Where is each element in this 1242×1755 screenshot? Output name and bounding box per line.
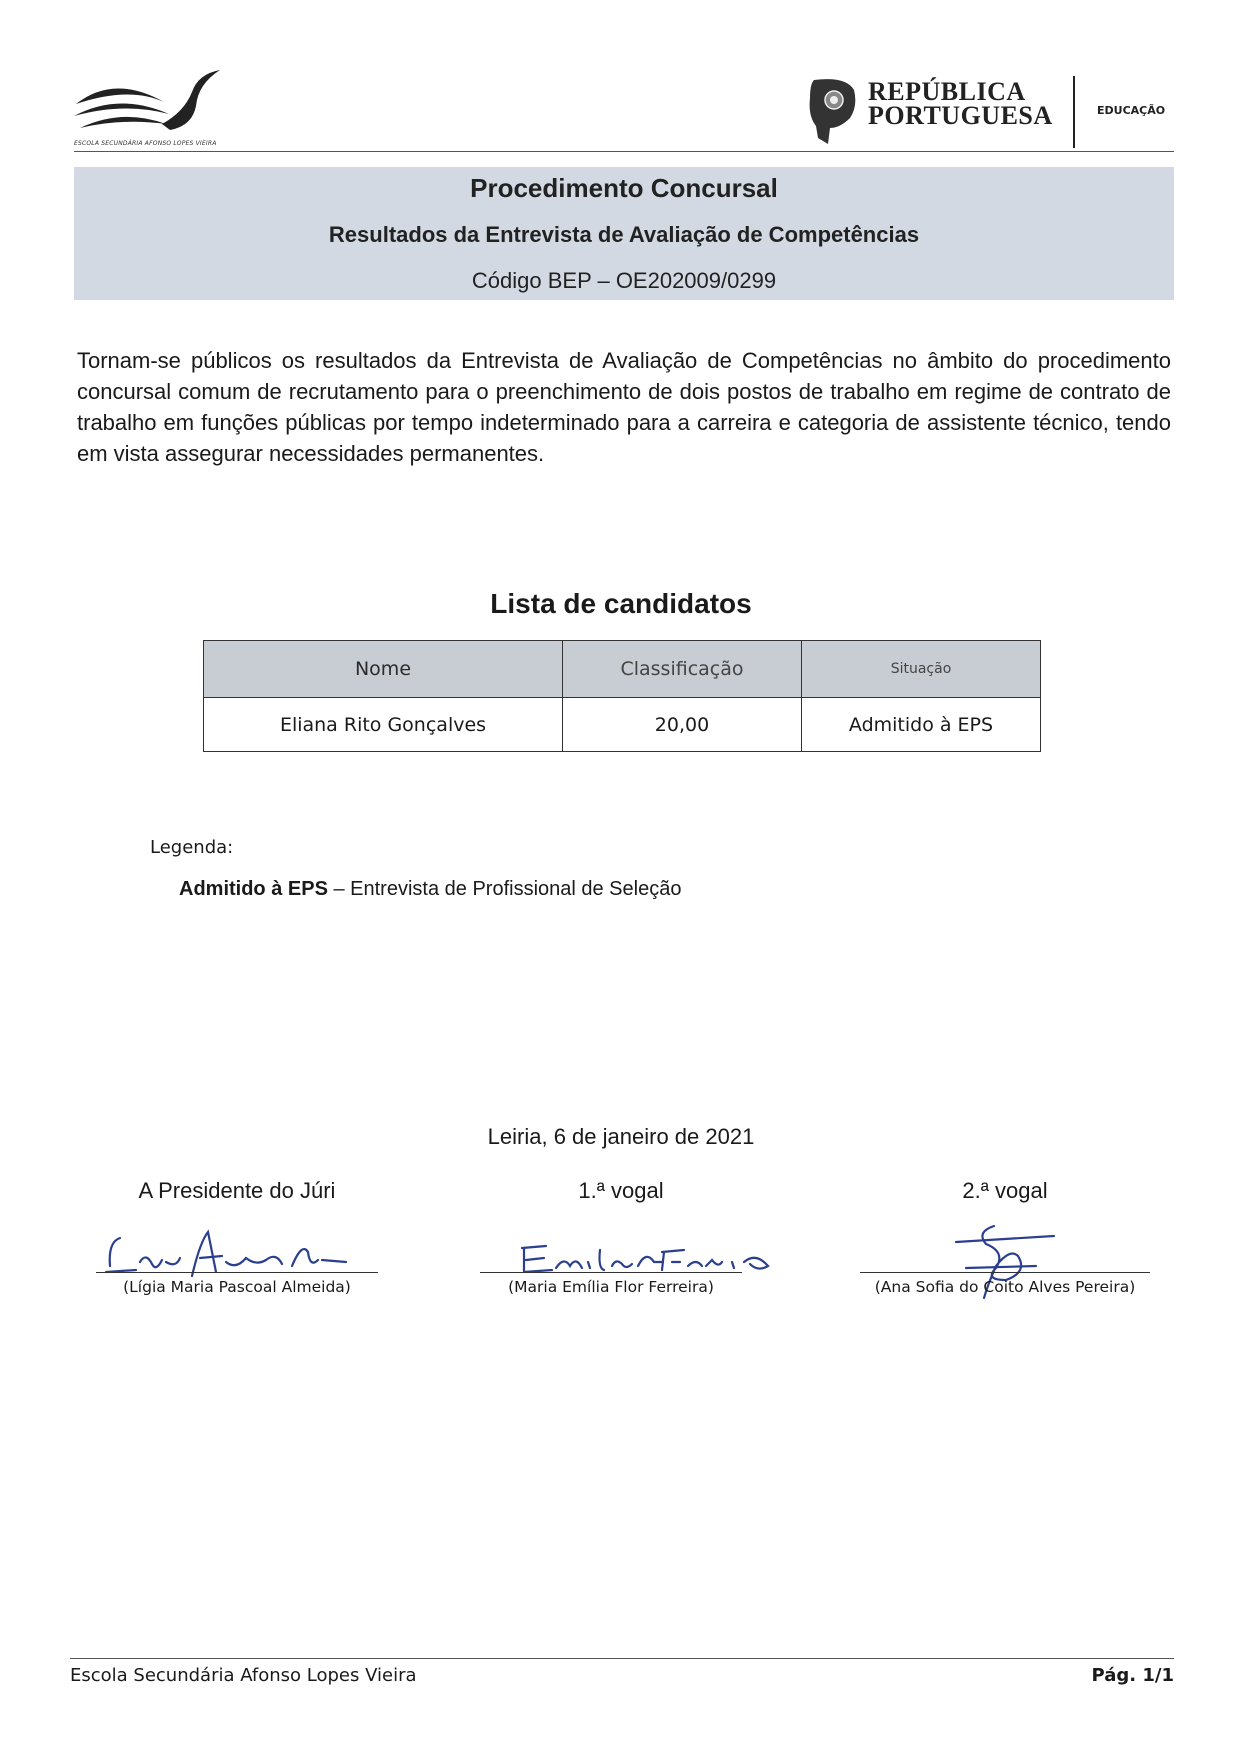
republic-title bbox=[868, 77, 1053, 130]
vogal2-role: 2.ª vogal bbox=[962, 1178, 1048, 1203]
legend-title: Legenda: bbox=[150, 837, 234, 858]
vogal1-signature-line bbox=[480, 1272, 742, 1273]
vogal2-name: (Ana Sofia do Coito Alves Pereira) bbox=[874, 1278, 1136, 1296]
republic-line-1: REPÚBLICA bbox=[868, 77, 1026, 106]
legend-separator: – bbox=[327, 878, 351, 900]
legend-definition: Entrevista de Profissional de Seleção bbox=[350, 878, 682, 900]
president-name: (Lígia Maria Pascoal Almeida) bbox=[123, 1278, 351, 1296]
document-subtitle: Resultados da Entrevista de Avaliação de Competências bbox=[328, 222, 920, 247]
place-date: Leiria, 6 de janeiro de 2021 bbox=[487, 1124, 755, 1149]
page-number: Pág. 1/1 bbox=[1091, 1665, 1174, 1686]
document-title: Procedimento Concursal bbox=[470, 173, 778, 203]
vogal2-signature-line bbox=[860, 1272, 1150, 1273]
table-row bbox=[204, 698, 1041, 752]
header-classificacao: Classificação bbox=[563, 641, 802, 698]
header-divider bbox=[74, 151, 1174, 152]
ministry-label: EDUCAÇÃO bbox=[1097, 104, 1166, 117]
cell-classificacao: 20,00 bbox=[563, 698, 802, 752]
vogal1-name: (Maria Emília Flor Ferreira) bbox=[508, 1278, 714, 1296]
vogal1-role: 1.ª vogal bbox=[578, 1178, 664, 1203]
intro-paragraph: Tornam-se públicos os resultados da Entrevista de Avaliação de Competências no âmbito do procedimento concursal comum de recrutamento para o preenchimento de dois postos de trabalho em regime de contrato de trabalho em funções públicas por tempo indeterminado para a carreira e categoria de assistente técnico, tendo em vista assegurar necessidades permanentes. bbox=[77, 348, 1171, 466]
school-logo-caption: ESCOLA SECUNDÁRIA AFONSO LOPES VIEIRA bbox=[74, 140, 217, 147]
footer-school: Escola Secundária Afonso Lopes Vieira bbox=[70, 1665, 417, 1686]
header-nome: Nome bbox=[204, 641, 563, 698]
cell-nome: Eliana Rito Gonçalves bbox=[204, 698, 563, 752]
legend-entry bbox=[179, 878, 681, 901]
table-header-row bbox=[204, 641, 1041, 698]
president-signature-line bbox=[96, 1272, 378, 1273]
president-role: A Presidente do Júri bbox=[138, 1178, 336, 1203]
title-band bbox=[74, 167, 1174, 300]
republic-line-2: PORTUGUESA bbox=[868, 101, 1053, 130]
candidates-title: Lista de candidatos bbox=[490, 588, 752, 619]
republic-emblem-icon bbox=[806, 76, 858, 146]
legend-term: Admitido à EPS bbox=[179, 878, 328, 900]
footer-divider bbox=[70, 1658, 1174, 1659]
candidates-table bbox=[203, 640, 1041, 752]
cell-situacao: Admitido à EPS bbox=[802, 698, 1041, 752]
procedure-code: Código BEP – OE202009/0299 bbox=[471, 268, 777, 293]
header-situacao: Situação bbox=[802, 641, 1041, 698]
republic-divider bbox=[1073, 76, 1075, 148]
